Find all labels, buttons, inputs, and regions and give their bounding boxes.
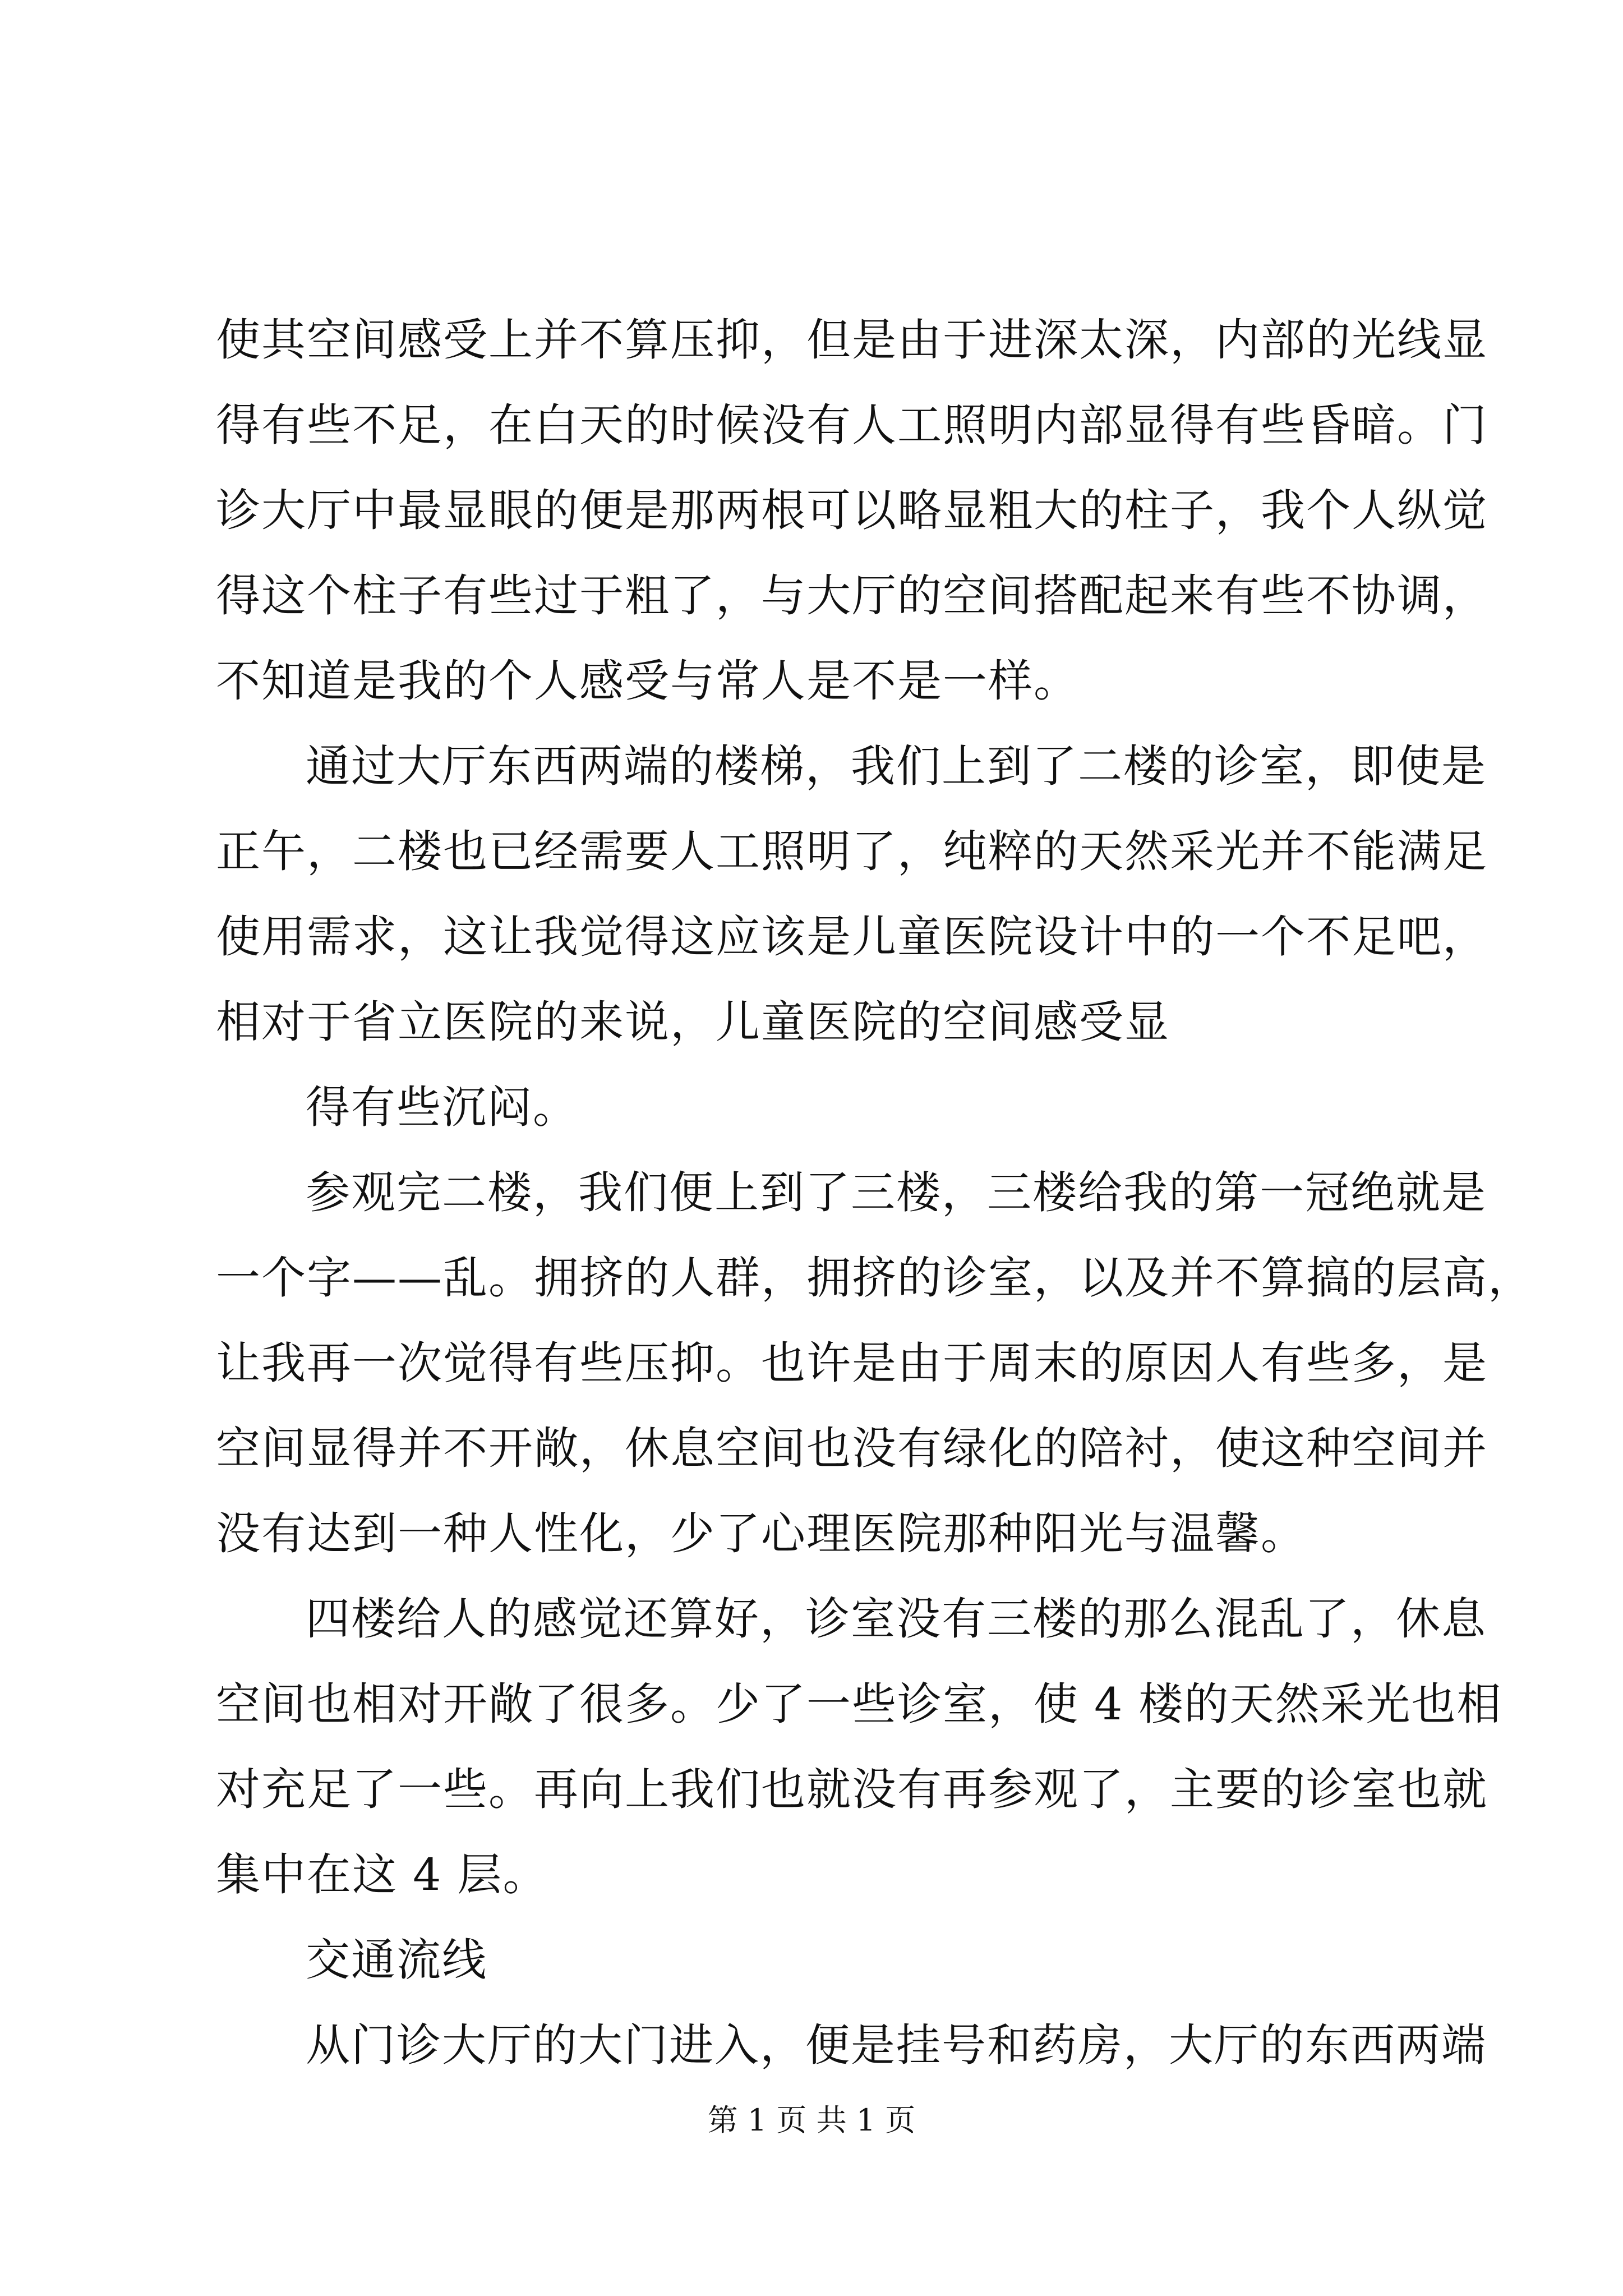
text-line: 没有达到一种人性化，少了心理医院那种阳光与温馨。 bbox=[216, 1508, 1306, 1559]
text-line: 四楼给人的感觉还算好，诊室没有三楼的那么混乱了，休息 bbox=[306, 1593, 1487, 1645]
text-line: 集中在这 4 层。 bbox=[216, 1849, 548, 1901]
text-line: 不知道是我的个人感受与常人是不是一样。 bbox=[216, 655, 1079, 707]
text-line: 得这个柱子有些过于粗了，与大厅的空间搭配起来有些不协调， bbox=[216, 570, 1488, 622]
text-line: 对充足了一些。再向上我们也就没有再参观了，主要的诊室也就 bbox=[216, 1764, 1488, 1815]
text-line: 得有些不足，在白天的时候没有人工照明内部显得有些昏暗。门 bbox=[216, 399, 1488, 451]
text-line: 空间显得并不开敞，休息空间也没有绿化的陪衬，使这种空间并 bbox=[216, 1423, 1488, 1474]
text-line: 参观完二楼，我们便上到了三楼，三楼给我的第一冠绝就是 bbox=[306, 1167, 1487, 1218]
text-line: 从门诊大厅的大门进入，便是挂号和药房，大厅的东西两端 bbox=[306, 2019, 1487, 2071]
text-line: 得有些沉闷。 bbox=[306, 1082, 578, 1133]
text-line: 正午，二楼也已经需要人工照明了，纯粹的天然采光并不能满足 bbox=[216, 826, 1488, 877]
text-line: 使用需求，这让我觉得这应该是儿童医院设计中的一个不足吧， bbox=[216, 911, 1488, 963]
text-line: 使其空间感受上并不算压抑，但是由于进深太深，内部的光线显 bbox=[216, 314, 1488, 366]
text-line: 相对于省立医院的来说，儿童医院的空间感受显 bbox=[216, 996, 1170, 1048]
text-line: 通过大厅东西两端的楼梯，我们上到了二楼的诊室，即使是 bbox=[306, 740, 1487, 792]
text-line: 诊大厅中最显眼的便是那两根可以略显粗大的柱子，我个人纵觉 bbox=[216, 485, 1488, 536]
text-line: 交通流线 bbox=[306, 1934, 487, 1986]
text-line: 空间也相对开敞了很多。少了一些诊室，使 4 楼的天然采光也相 bbox=[216, 1678, 1502, 1730]
text-line: 一个字——乱。拥挤的人群，拥挤的诊室，以及并不算搞的层高， bbox=[216, 1252, 1533, 1304]
text-line: 让我再一次觉得有些压抑。也许是由于周末的原因人有些多，是 bbox=[216, 1337, 1488, 1389]
body-text bbox=[216, 297, 1533, 2088]
page-footer: 第 1 页 共 1 页 bbox=[707, 2102, 916, 2138]
